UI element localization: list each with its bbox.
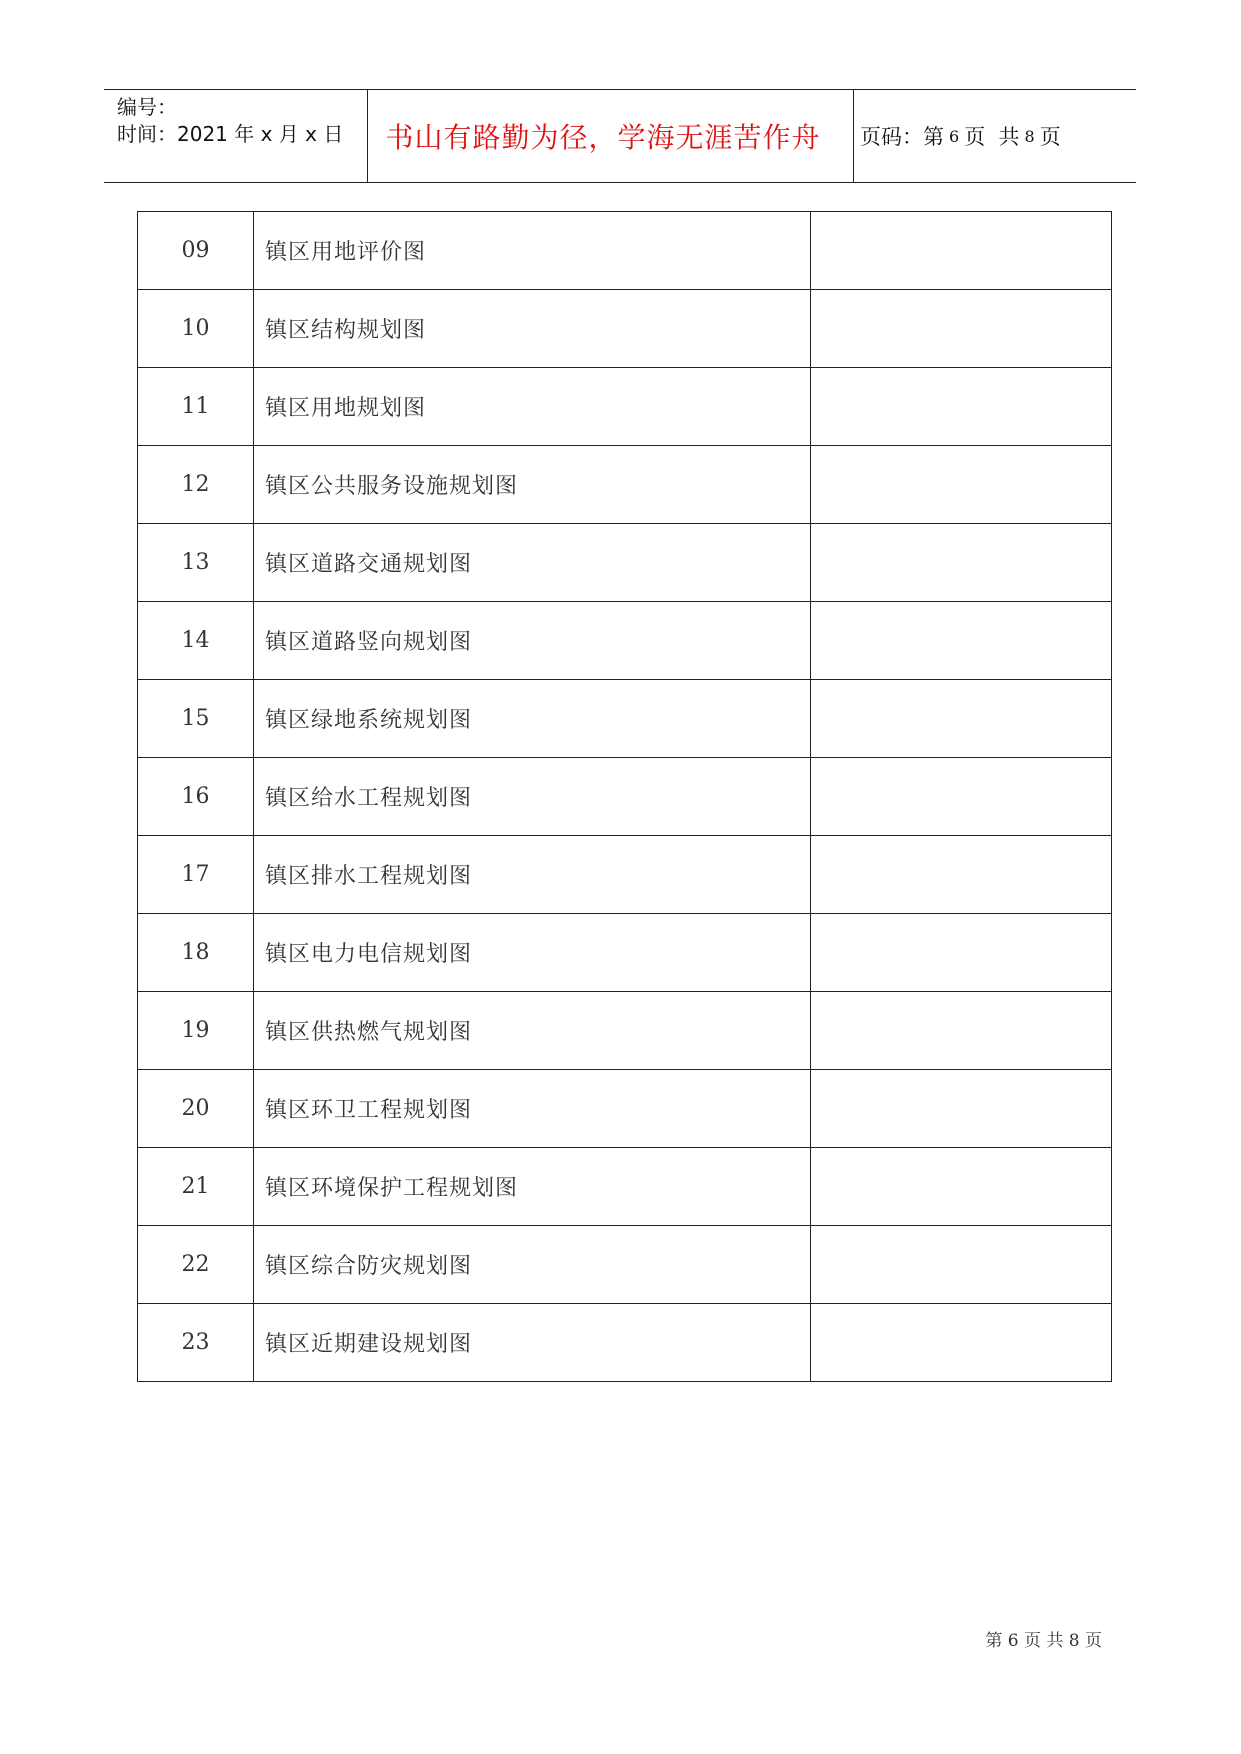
table-row <box>138 368 1112 446</box>
drawing-name: 镇区近期建设规划图 <box>254 1304 811 1382</box>
note-cell <box>811 758 1112 836</box>
drawing-name: 镇区环境保护工程规划图 <box>254 1148 811 1226</box>
note-cell <box>811 836 1112 914</box>
note-cell <box>811 368 1112 446</box>
drawing-name: 镇区用地规划图 <box>254 368 811 446</box>
table-row <box>138 1226 1112 1304</box>
row-number: 13 <box>138 524 254 602</box>
drawing-name: 镇区供热燃气规划图 <box>254 992 811 1070</box>
note-cell <box>811 446 1112 524</box>
row-number: 14 <box>138 602 254 680</box>
drawing-name: 镇区用地评价图 <box>254 212 811 290</box>
header-divider-right <box>853 90 854 182</box>
time-label: 时间：2021 年 x 月 x 日 <box>117 122 344 146</box>
table-row <box>138 446 1112 524</box>
drawing-name: 镇区道路交通规划图 <box>254 524 811 602</box>
header-meta <box>117 94 367 148</box>
table-row <box>138 212 1112 290</box>
table-row <box>138 524 1112 602</box>
drawing-name: 镇区排水工程规划图 <box>254 836 811 914</box>
note-cell <box>811 212 1112 290</box>
page-current: 6 <box>949 126 960 146</box>
row-number: 12 <box>138 446 254 524</box>
row-number: 17 <box>138 836 254 914</box>
table-row <box>138 836 1112 914</box>
note-cell <box>811 1304 1112 1382</box>
page-prefix: 页码：第 <box>860 125 944 149</box>
page-header <box>104 89 1136 183</box>
row-number: 09 <box>138 212 254 290</box>
number-label: 编号： <box>117 95 177 119</box>
row-number: 11 <box>138 368 254 446</box>
note-cell <box>811 1070 1112 1148</box>
row-number: 15 <box>138 680 254 758</box>
header-motto: 书山有路勤为径，学海无涯苦作舟 <box>385 121 821 154</box>
table-row <box>138 602 1112 680</box>
row-number: 19 <box>138 992 254 1070</box>
note-cell <box>811 1148 1112 1226</box>
table-row <box>138 1070 1112 1148</box>
drawing-list-table <box>137 211 1112 1382</box>
page-footer: 第 6 页 共 8 页 <box>985 1631 1102 1651</box>
note-cell <box>811 1226 1112 1304</box>
row-number: 23 <box>138 1304 254 1382</box>
drawing-name: 镇区结构规划图 <box>254 290 811 368</box>
table-row <box>138 290 1112 368</box>
note-cell <box>811 524 1112 602</box>
drawing-list-body <box>138 212 1112 1382</box>
drawing-name: 镇区绿地系统规划图 <box>254 680 811 758</box>
table-row <box>138 914 1112 992</box>
row-number: 18 <box>138 914 254 992</box>
table-row <box>138 992 1112 1070</box>
drawing-name: 镇区道路竖向规划图 <box>254 602 811 680</box>
header-page-indicator <box>860 90 1061 182</box>
table-row <box>138 1304 1112 1382</box>
note-cell <box>811 602 1112 680</box>
note-cell <box>811 914 1112 992</box>
row-number: 22 <box>138 1226 254 1304</box>
table-row <box>138 680 1112 758</box>
row-number: 21 <box>138 1148 254 1226</box>
row-number: 16 <box>138 758 254 836</box>
drawing-name: 镇区公共服务设施规划图 <box>254 446 811 524</box>
row-number: 10 <box>138 290 254 368</box>
drawing-name: 镇区环卫工程规划图 <box>254 1070 811 1148</box>
note-cell <box>811 992 1112 1070</box>
drawing-name: 镇区电力电信规划图 <box>254 914 811 992</box>
note-cell <box>811 680 1112 758</box>
row-number: 20 <box>138 1070 254 1148</box>
page-total: 8 <box>1024 126 1035 146</box>
drawing-name: 镇区综合防灾规划图 <box>254 1226 811 1304</box>
drawing-name: 镇区给水工程规划图 <box>254 758 811 836</box>
page-mid: 页 共 <box>964 125 1020 149</box>
table-row <box>138 758 1112 836</box>
note-cell <box>811 290 1112 368</box>
page-suffix: 页 <box>1039 125 1061 149</box>
table-row <box>138 1148 1112 1226</box>
